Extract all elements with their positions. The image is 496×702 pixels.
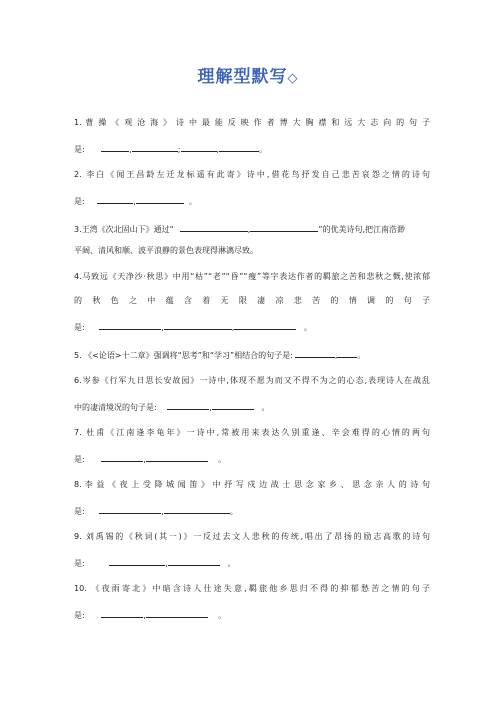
answer-blank[interactable] bbox=[101, 608, 143, 618]
period: 。 bbox=[261, 403, 270, 412]
answer-line bbox=[74, 608, 430, 632]
answer-blank[interactable] bbox=[216, 142, 259, 154]
separator: , bbox=[165, 559, 168, 568]
question-text: 1. 曹 操 《 观 沧 海 》 诗 中 最 能 反 映 作 者 博 大 胸 襟 和 远 大 志 向 的 句 子 bbox=[74, 118, 430, 127]
question-text: 9. 刘禹锡的《秋词(其一)》一反过去文人悲秋的传统,唱出了昂扬的励志高歌的诗句 bbox=[74, 532, 430, 541]
answer-blank[interactable] bbox=[181, 142, 217, 152]
question-6 bbox=[74, 376, 430, 424]
answer-blank[interactable] bbox=[247, 222, 318, 234]
separator: , bbox=[143, 611, 146, 620]
separator: , bbox=[231, 323, 235, 332]
answer-line bbox=[74, 452, 430, 476]
separator: , bbox=[161, 507, 164, 516]
question-9 bbox=[74, 532, 430, 580]
question-7 bbox=[74, 428, 430, 476]
period: 。 bbox=[357, 351, 366, 360]
answer-blank[interactable] bbox=[231, 320, 296, 332]
answer-blank[interactable] bbox=[168, 556, 220, 566]
period: 。 bbox=[229, 507, 238, 516]
question-text: 4.马致远《天净沙·秋思》中用“枯”“老”“昏”“瘦”等字表达作者的羁旅之苦和悲秋之慨,使浓郁 bbox=[74, 272, 430, 281]
period: 。 bbox=[217, 611, 226, 620]
answer-prefix: 是: bbox=[74, 145, 85, 154]
period: 。 bbox=[227, 559, 236, 568]
answer-prefix: 中的凄清境况的句子是: bbox=[74, 403, 157, 412]
answer-blank[interactable] bbox=[212, 400, 254, 410]
answer-line bbox=[74, 320, 430, 344]
question-text: 2. 李白《闻王昌龄左迁龙标遥有此寄》诗中,借花鸟抒发自己悲苦哀怨之情的诗句 bbox=[74, 170, 430, 179]
question-text: 7. 杜甫《江南逢李龟年》一诗中,常被用来表达久别重逢、辛会难得的心情的两句 bbox=[74, 428, 430, 437]
answer-blank[interactable] bbox=[167, 400, 209, 410]
separator: , bbox=[129, 145, 132, 154]
answer-blank[interactable] bbox=[146, 608, 208, 618]
answer-prefix: 是: bbox=[74, 559, 85, 568]
answer-blank[interactable] bbox=[101, 142, 129, 152]
question-text: 6.岑参《行军九日思长安故园》一诗中,体现不愿为而又不得不为之的心态,表现诗人在战乱 bbox=[74, 376, 430, 385]
answer-blank[interactable] bbox=[136, 194, 184, 204]
answer-blank[interactable] bbox=[99, 320, 161, 330]
answer-blank[interactable] bbox=[99, 504, 161, 514]
answer-blank[interactable] bbox=[97, 194, 133, 204]
separator: ; bbox=[177, 145, 181, 154]
question-text-part: ”的优美诗句,把江南浩渺 bbox=[318, 225, 406, 234]
answer-blank[interactable] bbox=[164, 320, 232, 330]
answer-blank[interactable] bbox=[132, 142, 178, 152]
separator: , bbox=[334, 351, 338, 360]
document-title bbox=[0, 62, 496, 87]
question-4 bbox=[74, 272, 430, 344]
answer-prefix: 是: bbox=[74, 323, 85, 332]
title-text: 理解型默写 bbox=[197, 67, 288, 87]
separator: , bbox=[143, 455, 146, 464]
question-10 bbox=[74, 584, 430, 632]
answer-blank[interactable] bbox=[295, 348, 335, 358]
question-text bbox=[74, 348, 430, 372]
separator: , bbox=[247, 225, 251, 234]
question-text bbox=[74, 222, 430, 246]
answer-line bbox=[74, 194, 430, 218]
answer-line bbox=[74, 400, 430, 424]
question-2 bbox=[74, 170, 430, 218]
separator: , bbox=[216, 145, 220, 154]
period: 。 bbox=[217, 455, 226, 464]
question-text: 10. 《夜雨寄北》中暗含诗人仕途失意,羁旅他乡思归不得的抑郁愁苦之情的句子 bbox=[74, 584, 430, 593]
diamond-icon: ◇ bbox=[287, 71, 299, 86]
answer-line bbox=[74, 142, 430, 166]
question-5 bbox=[74, 348, 430, 372]
answer-blank[interactable] bbox=[334, 348, 357, 360]
separator: , bbox=[161, 323, 164, 332]
separator: , bbox=[133, 197, 136, 206]
answer-prefix: 是: bbox=[74, 611, 85, 620]
answer-blank[interactable] bbox=[146, 452, 208, 462]
question-8 bbox=[74, 480, 430, 528]
question-text: 的 秋 色 之 中 蕴 含 着 无 限 凄 凉 悲 苦 的 情 调 的 句 子 bbox=[74, 296, 430, 305]
question-text: 8. 李 益 《 夜 上 受 降 城 闻 笛 》 中 抒 写 戍 边 战 士 思 念 家 乡 、 思 念 亲 人 的 诗 句 bbox=[74, 480, 430, 489]
answer-prefix: 是: bbox=[74, 197, 85, 206]
answer-blank[interactable] bbox=[180, 222, 248, 232]
answer-blank[interactable] bbox=[164, 504, 230, 514]
answer-prefix: 是: bbox=[74, 507, 85, 516]
answer-blank[interactable] bbox=[101, 452, 143, 462]
question-text: 平阔、清风和顺、波平浪静的景色表现得淋漓尽致。 bbox=[74, 246, 258, 255]
answer-line bbox=[74, 504, 430, 528]
answer-prefix: 是: bbox=[74, 455, 85, 464]
separator: , bbox=[209, 403, 212, 412]
answer-blank[interactable] bbox=[109, 556, 165, 566]
question-text-part: 5. 《<论语>十二章》强调将“思考”和“学习”相结合的句子是: bbox=[74, 351, 293, 360]
period: 。 bbox=[303, 323, 312, 332]
period: 。 bbox=[259, 145, 268, 154]
period: 。 bbox=[188, 197, 197, 206]
question-1 bbox=[74, 118, 430, 166]
question-3 bbox=[74, 222, 430, 270]
answer-line bbox=[74, 556, 430, 580]
question-text-part: 3.王湾《次北固山下》通过“ bbox=[74, 225, 174, 234]
